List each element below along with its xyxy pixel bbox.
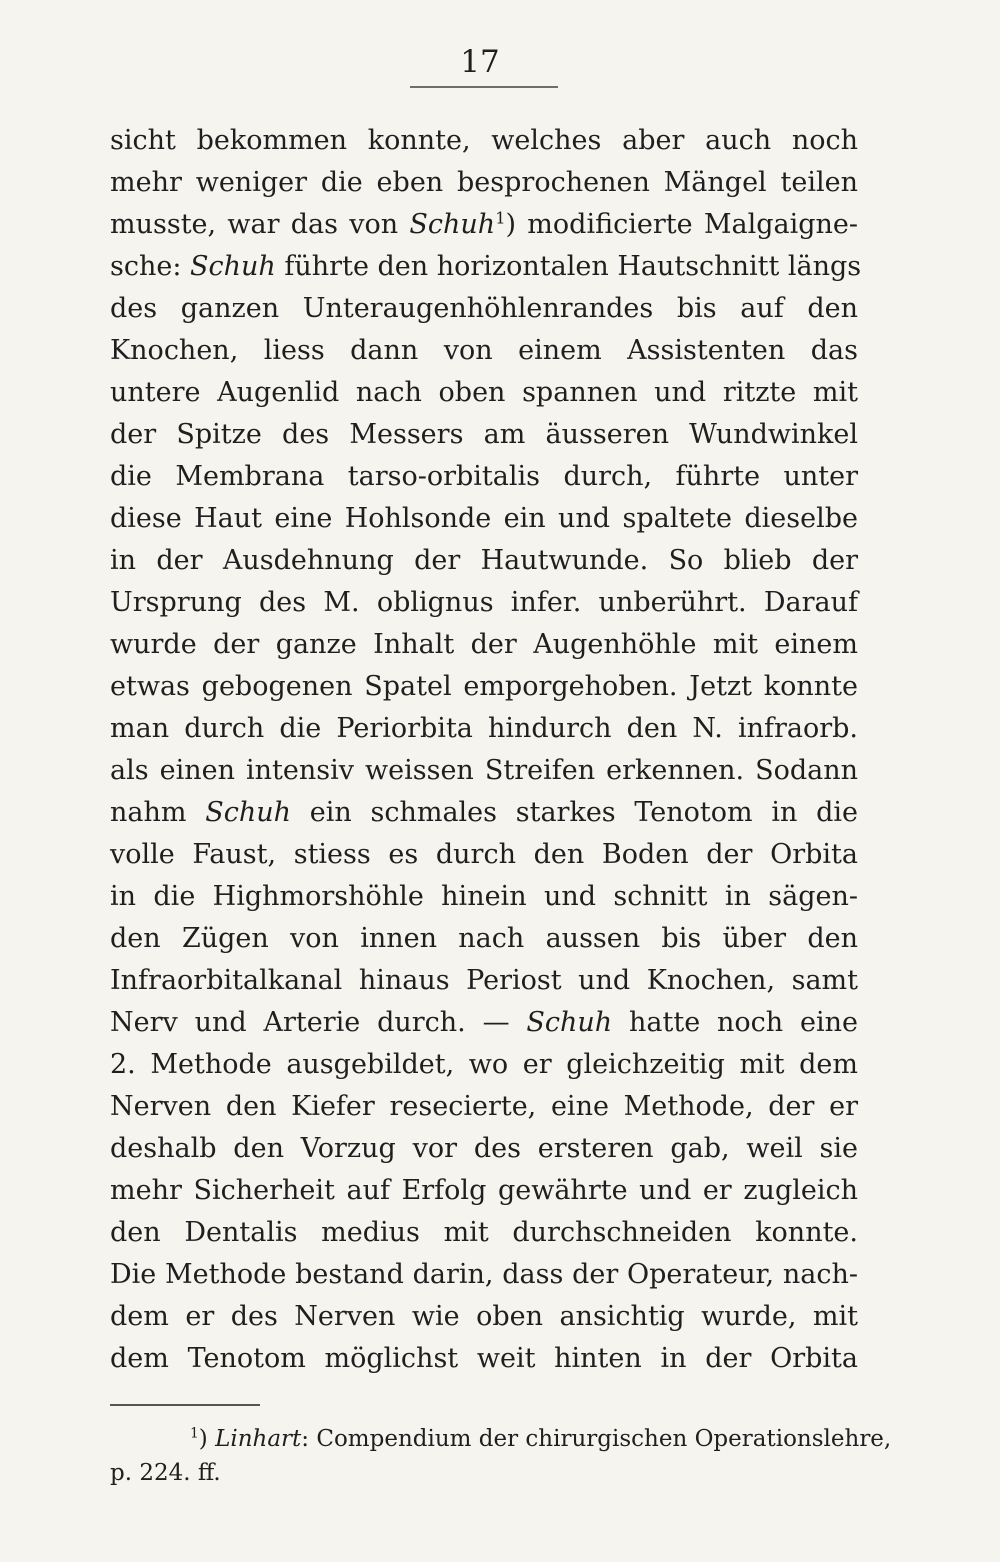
body-text: [110, 120, 862, 1380]
text-line: [110, 1254, 858, 1296]
text-line: [110, 750, 858, 792]
text-segment: dem er des Nerven wie oben ansichtig wurde, mit: [110, 1301, 858, 1332]
text-segment: volle Faust, stiess es durch den Boden der Orbita: [110, 839, 858, 870]
text-line: [110, 666, 858, 708]
text-line: [110, 918, 858, 960]
text-segment: in die Highmorshöhle hinein und schnitt in sägen-: [110, 881, 858, 912]
text-line: [110, 372, 858, 414]
text-segment: nahm: [110, 797, 206, 828]
text-segment: ein schmales starkes Tenotom in die: [291, 797, 859, 828]
author-name-italic: Schuh: [409, 209, 496, 240]
text-line: [110, 330, 858, 372]
text-segment: etwas gebogenen Spatel emporgehoben. Jetzt konnte: [110, 671, 858, 702]
text-line: [110, 288, 858, 330]
text-line: [110, 1338, 858, 1380]
footnote-line: [110, 1456, 858, 1490]
text-line: [110, 876, 858, 918]
text-line: [110, 120, 858, 162]
text-segment: mehr weniger die eben besprochenen Mängel teilen: [110, 167, 858, 198]
footnote-author: Linhart: [215, 1426, 302, 1452]
footnote-page-ref: p. 224. ff.: [110, 1460, 221, 1486]
text-segment: untere Augenlid nach oben spannen und ritzte mit: [110, 377, 858, 408]
text-line: [110, 1044, 858, 1086]
text-line: [110, 582, 858, 624]
author-name-italic: Schuh: [526, 1007, 613, 1038]
text-line: [110, 1128, 858, 1170]
text-line: [110, 246, 862, 288]
footnote-marker: 1: [495, 208, 506, 228]
text-line: [110, 792, 858, 834]
text-segment: deshalb den Vorzug vor des ersteren gab, weil sie: [110, 1133, 858, 1164]
footnote: [110, 1422, 892, 1490]
text-segment: in der Ausdehnung der Hautwunde. So blieb der: [110, 545, 858, 576]
text-segment: sicht bekommen konnte, welches aber auch noch: [110, 125, 858, 156]
text-segment: Knochen, liess dann von einem Assistenten das: [110, 335, 858, 366]
footnote-rule: [110, 1404, 260, 1406]
text-segment: ) modificierte Malgaigne-: [505, 209, 858, 240]
footnote-marker: 1: [190, 1425, 199, 1442]
text-line: [110, 162, 858, 204]
header-rule: [410, 86, 558, 88]
footnote-colon: :: [301, 1426, 310, 1452]
text-segment: diese Haut eine Hohlsonde ein und spaltete dieselbe: [110, 503, 858, 534]
text-line: [110, 960, 858, 1002]
footnote-title: Compendium der chirurgischen Operationslehre,: [309, 1426, 892, 1452]
text-segment: 2. Methode ausgebildet, wo er gleichzeitig mit dem: [110, 1049, 858, 1080]
page-number: 17: [460, 44, 500, 80]
text-segment: mehr Sicherheit auf Erfolg gewährte und er zugleich: [110, 1175, 858, 1206]
author-name-italic: Schuh: [190, 251, 276, 282]
text-line: [110, 1170, 858, 1212]
text-segment: des ganzen Unteraugenhöhlenrandes bis auf den: [110, 293, 858, 324]
text-segment: Nerv und Arterie durch. —: [110, 1007, 527, 1038]
text-line: [110, 498, 858, 540]
text-segment: führte den horizontalen Hautschnitt längs: [275, 251, 862, 282]
text-segment: dem Tenotom möglichst weit hinten in der Orbita: [110, 1343, 858, 1374]
text-line: [110, 1296, 858, 1338]
text-segment: als einen intensiv weissen Streifen erkennen. Sodann: [110, 755, 858, 786]
text-segment: die Membrana tarso-orbitalis durch, führte unter: [110, 461, 858, 492]
text-line: [110, 414, 858, 456]
text-line: [110, 1212, 858, 1254]
text-segment: musste, war das von: [110, 209, 410, 240]
text-line: [110, 624, 858, 666]
text-line: [110, 834, 858, 876]
text-line: [110, 204, 858, 246]
text-segment: Ursprung des M. oblignus infer. unberührt. Darauf: [110, 587, 858, 618]
author-name-italic: Schuh: [205, 797, 292, 828]
text-line: [110, 456, 858, 498]
text-segment: sche:: [110, 251, 191, 282]
text-segment: Die Methode bestand darin, dass der Operateur, nach-: [110, 1259, 858, 1290]
text-segment: den Zügen von innen nach aussen bis über den: [110, 923, 858, 954]
text-line: [110, 540, 858, 582]
text-segment: den Dentalis medius mit durchschneiden konnte.: [110, 1217, 858, 1248]
text-line: [110, 1086, 858, 1128]
text-segment: man durch die Periorbita hindurch den N. infraorb.: [110, 713, 858, 744]
text-segment: Nerven den Kiefer resecierte, eine Methode, der er: [110, 1091, 858, 1122]
footnote-paren: ): [198, 1426, 208, 1452]
text-segment: der Spitze des Messers am äusseren Wundwinkel: [110, 419, 858, 450]
text-segment: hatte noch eine: [612, 1007, 858, 1038]
footnote-line: [110, 1422, 892, 1456]
text-line: [110, 1002, 858, 1044]
text-line: [110, 708, 858, 750]
text-segment: wurde der ganze Inhalt der Augenhöhle mit einem: [110, 629, 858, 660]
text-segment: Infraorbitalkanal hinaus Periost und Knochen, samt: [110, 965, 858, 996]
